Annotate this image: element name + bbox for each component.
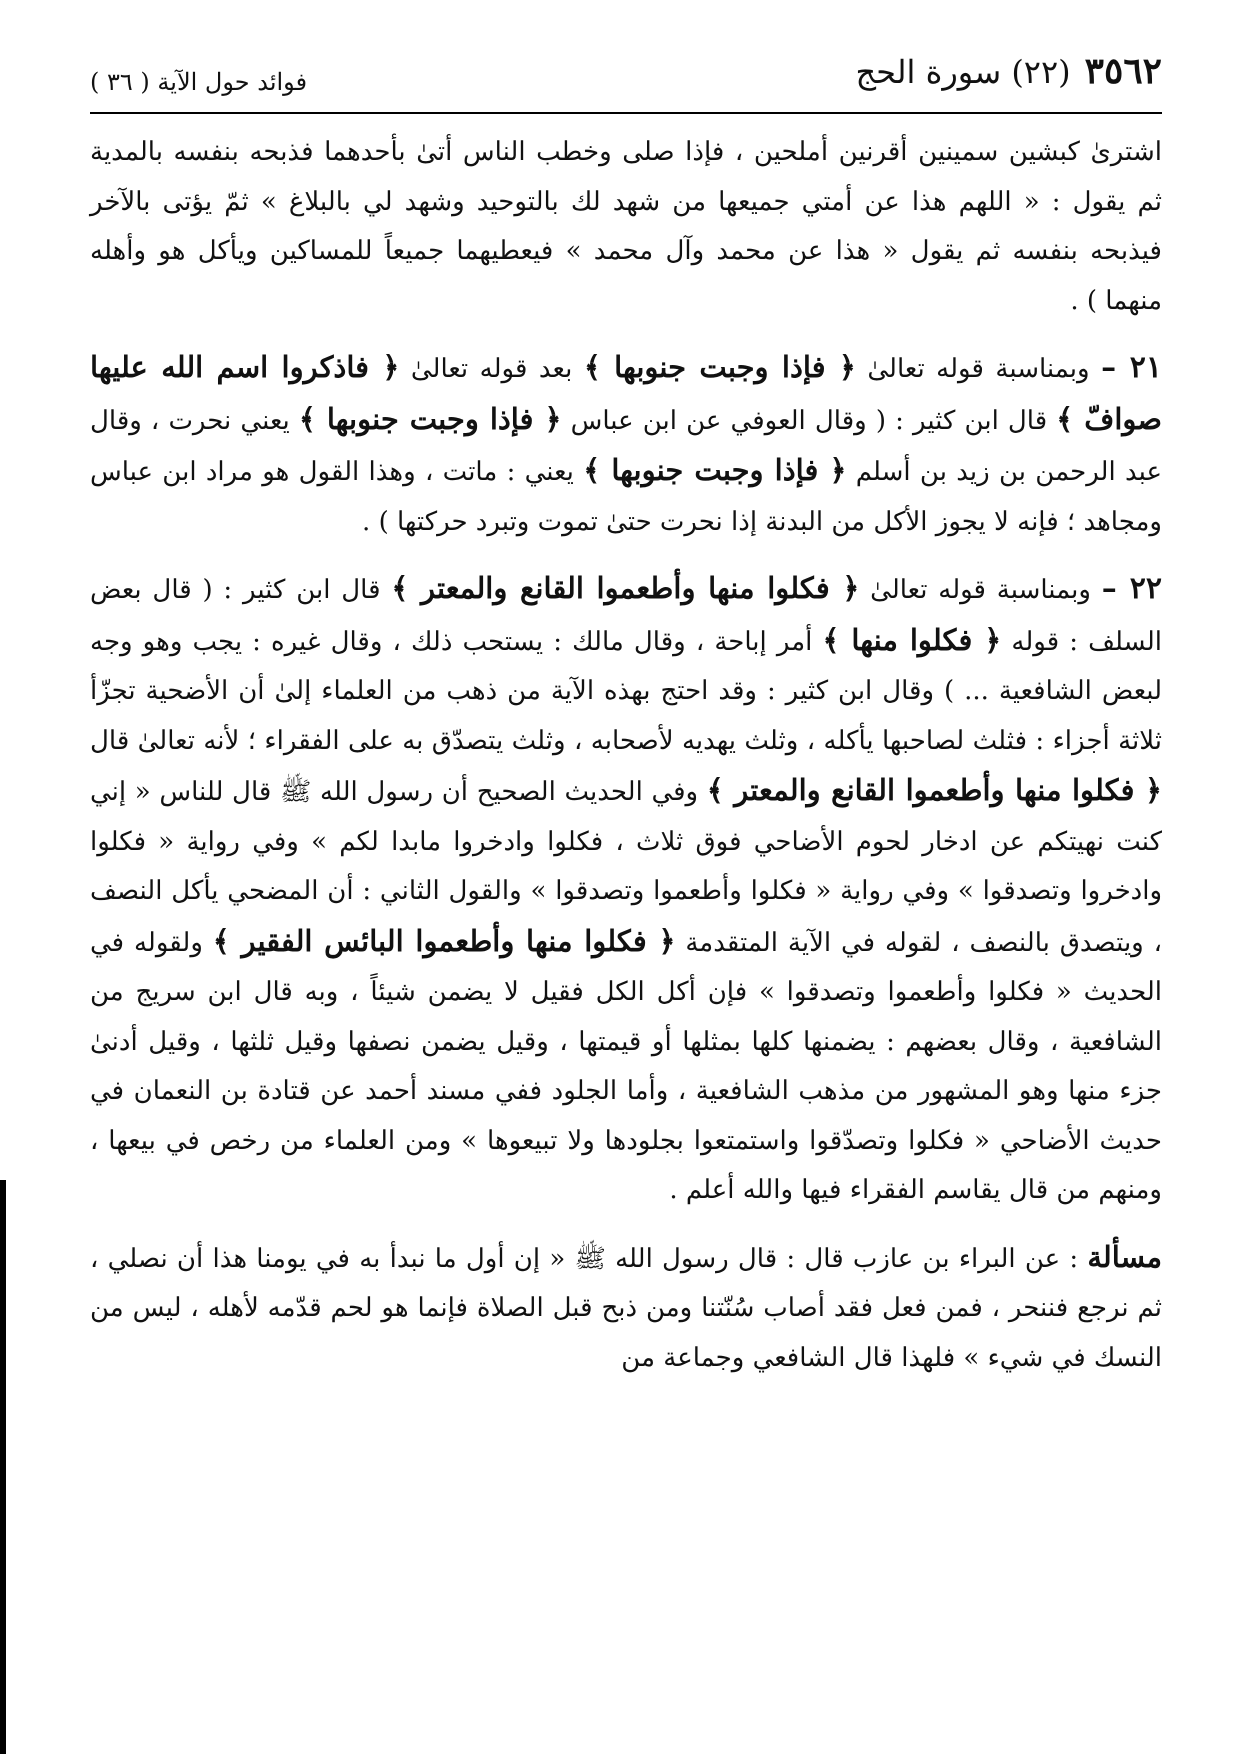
- text-run: اشترىٰ كبشين سمينين أقرنين أملحين ، فإذا صلى وخطب الناس أتىٰ بأحدهما فذبحه بنفسه بالمدية ثم يقول : « اللهم هذا عن أمتي جميعها من شهد لك بالتوحيد وشهد لي بالبلاغ » ثمّ يؤتى بالآخر فيذبحه بنفسه ثم يقول « هذا عن محمد وآل محمد » فيعطيهما جميعاً للمساكين ويأكل هو وأهله منهما ) .: [90, 137, 1162, 316]
- running-header: [90, 42, 1162, 112]
- text-run: بعد قوله تعالىٰ: [399, 354, 584, 384]
- text-run: قال ابن كثير : ( قال بعض السلف : قوله: [90, 575, 1163, 657]
- body-text: [90, 128, 1162, 1383]
- quran-quote: ﴿ فكلوا منها وأطعموا القانع والمعتر ﴾: [706, 773, 1162, 807]
- issue-label: مسألة: [1087, 1239, 1162, 1274]
- quran-quote: ﴿ فإذا وجبت جنوبها ﴾: [298, 401, 562, 436]
- text-run: ولقوله في الحديث « فكلوا وأطعموا وتصدقوا » فإن أكل الكل فقيل لا يضمن شيئاً ، وبه قال ابن سريج من الشافعية ، وقال بعضهم : يضمنها كلها بمثلها أو قيمتها ، وقيل يضمن نصفها وقيل ثلثها ، وقيل أدنىٰ جزء منها وهو المشهور من مذهب الشافعية ، وأما الجلود ففي مسند أحمد عن قتادة بن النعمان في حديث الأضاحي « فكلوا وتصدّقوا واستمتعوا بجلودها ولا تبيعوها » ومن العلماء من رخص في بيعها ، ومنهم من قال يقاسم الفقراء فيها والله أعلم .: [90, 927, 1162, 1205]
- header-rule: [90, 112, 1162, 114]
- text-run: : عن البراء بن عازب قال : قال رسول الله ﷺ « إن أول ما نبدأ به في يومنا هذا أن نصلي ، ثم نرجع فننحر ، فمن فعل فقد أصاب سُنّتنا ومن ذبح قبل الصلاة فإنما هو لحم قدّمه لأهله ، ليس من النسك في شيء » فلهذا قال الشافعي وجماعة من: [90, 1243, 1162, 1373]
- item-number: ٢١ –: [1101, 350, 1162, 385]
- header-right: [855, 50, 1162, 92]
- surah-title: (٢٢) سورة الحج: [855, 53, 1071, 91]
- text-run: وبمناسبة قوله تعالىٰ: [859, 575, 1102, 605]
- page-number: ٣٥٦٢: [1084, 50, 1162, 92]
- item-number: ٢٢ –: [1101, 571, 1162, 606]
- paragraph-continuation: [90, 128, 1162, 326]
- paragraph-masala: [90, 1233, 1162, 1384]
- quran-quote: ﴿ فكلوا منها وأطعموا البائس الفقير ﴾: [212, 923, 676, 958]
- quran-quote: ﴿ فكلوا منها وأطعموا القانع والمعتر ﴾: [391, 571, 860, 605]
- text-run: قال ابن كثير : ( وقال العوفي عن ابن عباس: [561, 405, 1057, 436]
- text-run: وبمناسبة قوله تعالىٰ: [855, 354, 1102, 384]
- quran-quote: ﴿ فإذا وجبت جنوبها ﴾: [583, 453, 847, 487]
- page-edge-shadow: [0, 1180, 6, 1754]
- text-run: يعني نحرت ، وقال عبد الرحمن بن زيد بن أسلم: [90, 405, 1162, 487]
- quran-quote: ﴿ فكلوا منها ﴾: [822, 622, 1002, 657]
- text-run: يعني : ماتت ، وهذا القول هو مراد ابن عباس ومجاهد ؛ فإنه لا يجوز الأكل من البدنة إذا نحرت حتىٰ تموت وتبرد حركتها ) .: [90, 457, 1162, 537]
- text-run: أمر إباحة ، وقال مالك : يستحب ذلك ، وقال غيره : يجب وهو وجه لبعض الشافعية ... ) وقال ابن كثير : وقد احتج بهذه الآية من ذهب من العلماء إلىٰ أن الأضحية تجزّأ ثلاثة أجزاء : فثلث لصاحبها يأكله ، وثلث يهديه لأصحابه ، وثلث يتصدّق به على الفقراء ؛ لأنه تعالىٰ قال: [90, 626, 1162, 756]
- quran-quote: ﴿ فإذا وجبت جنوبها ﴾: [583, 350, 856, 384]
- paragraph-21: [90, 343, 1162, 547]
- text-run: وفي الحديث الصحيح أن رسول الله ﷺ قال للناس « إني كنت نهيتكم عن ادخار لحوم الأضاحي فوق ثلاث ، فكلوا وادخروا مابدا لكم » وفي رواية « فكلوا وادخروا وتصدقوا » وفي رواية « فكلوا وأطعموا وتصدقوا » والقول الثاني : أن المضحي يأكل النصف ، ويتصدق بالنصف ، لقوله في الآية المتقدمة: [90, 777, 1162, 958]
- quran-quote: ﴿ فاذكروا اسم الله عليها صوافّ ﴾: [90, 350, 1162, 436]
- paragraph-22: [90, 564, 1162, 1216]
- section-title: فوائد حول الآية ( ٣٦ ): [90, 68, 308, 96]
